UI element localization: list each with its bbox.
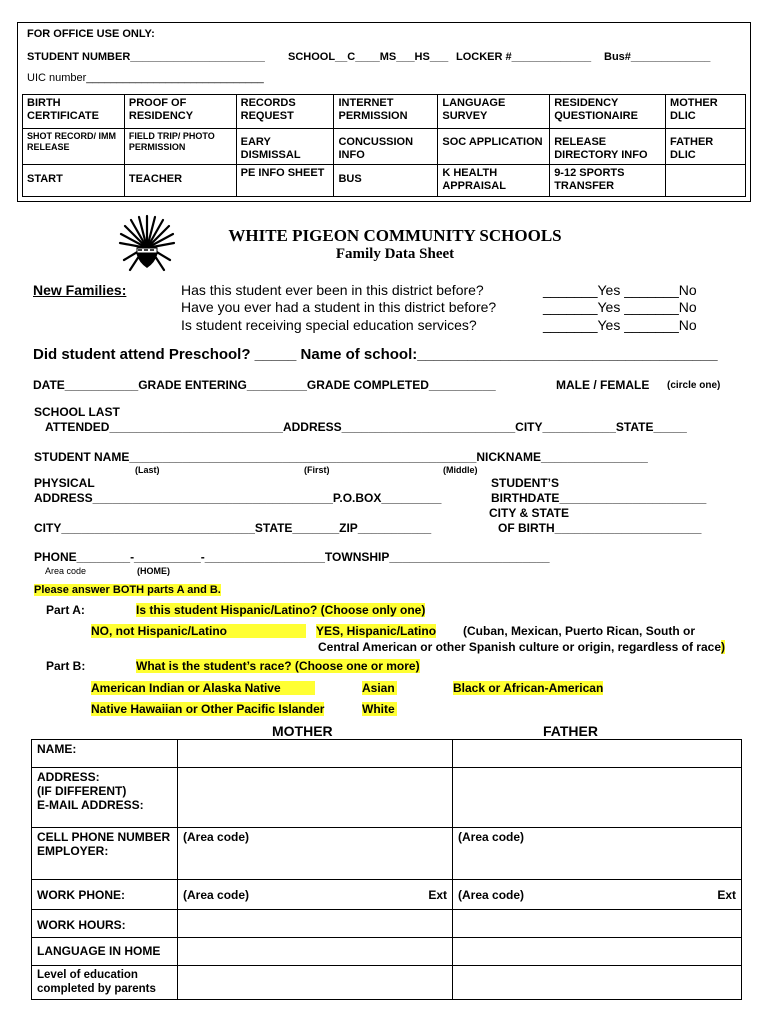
school-last-label: SCHOOL LAST — [34, 405, 120, 419]
part-b-question: What is the student’s race? (Choose one or more) — [136, 659, 420, 673]
office-cell[interactable]: RECORDS REQUEST — [236, 95, 334, 129]
question-3: Is student receiving special education services? — [181, 317, 477, 333]
race-option[interactable]: Black or African-American — [453, 681, 604, 695]
office-cell[interactable]: PROOF OF RESIDENCY — [124, 95, 236, 129]
name-label: NAME: — [32, 740, 178, 768]
office-cell[interactable]: FATHER DLIC — [666, 129, 746, 165]
circle-one-note: (circle one) — [667, 380, 721, 391]
mother-language[interactable] — [178, 938, 453, 966]
uic-field[interactable]: UIC number_____________________________ — [27, 72, 264, 84]
mother-heading: MOTHER — [272, 723, 333, 739]
office-cell[interactable]: SOC APPLICATION — [438, 129, 550, 165]
phone-line[interactable]: PHONE________-__________-__________________TOWNSHIP________________________ — [34, 550, 550, 564]
mother-work-phone[interactable] — [178, 880, 453, 910]
mother-education[interactable] — [178, 966, 453, 1000]
student-number-field[interactable]: STUDENT NUMBER______________________ — [27, 51, 265, 63]
student-name-line[interactable]: STUDENT NAME____________________________________________________NICKNAME________________ — [34, 450, 648, 464]
part-b-label: Part B: — [46, 659, 86, 673]
ext-label: Ext — [428, 888, 447, 902]
city-line[interactable]: CITY_____________________________STATE_______ZIP___________ — [34, 521, 432, 535]
ext-label: Ext — [717, 888, 736, 902]
office-cell[interactable]: START — [23, 165, 125, 197]
office-cell[interactable]: LANGUAGE SURVEY — [438, 95, 550, 129]
yes-no-answer[interactable]: _______Yes _______No — [543, 299, 697, 315]
father-language[interactable] — [453, 938, 742, 966]
hispanic-description-end: ) — [721, 640, 725, 654]
name-first-hint: (First) — [304, 465, 330, 475]
cell-phone-label: CELL PHONE NUMBER — [37, 830, 171, 844]
mother-work-hours[interactable] — [178, 910, 453, 938]
students-label: STUDENT’S — [491, 476, 560, 490]
office-cell[interactable]: BUS — [334, 165, 438, 197]
date-grade-line[interactable]: DATE___________GRADE ENTERING_________GRADE COMPLETED__________ — [33, 378, 496, 392]
attended-line[interactable]: ATTENDED__________________________ADDRESS__________________________CITY___________STATE_____ — [45, 420, 687, 434]
office-cell[interactable]: MOTHER DLIC — [666, 95, 746, 129]
father-name-cell[interactable] — [453, 740, 742, 768]
physical-label: PHYSICAL — [34, 476, 95, 490]
form-title: Family Data Sheet — [335, 246, 455, 262]
school-title: WHITE PIGEON COMMUNITY SCHOOLS — [228, 226, 562, 245]
question-2: Have you ever had a student in this district before? — [181, 299, 497, 315]
area-code-label: (Area code) — [183, 888, 250, 902]
if-different-label: (IF DIFFERENT) — [37, 784, 127, 798]
bus-field[interactable]: Bus#_____________ — [604, 51, 711, 63]
yes-no-answer[interactable]: _______Yes _______No — [543, 282, 697, 298]
office-cell[interactable]: BIRTH CERTIFICATE — [23, 95, 125, 129]
question-1: Has this student ever been in this district before? — [181, 282, 484, 298]
race-option[interactable]: Native Hawaiian or Other Pacific Islander — [91, 702, 325, 716]
office-cell[interactable]: INTERNET PERMISSION — [334, 95, 438, 129]
father-work-phone[interactable] — [453, 880, 742, 910]
mother-name-cell[interactable] — [178, 740, 453, 768]
office-cell[interactable]: RELEASE DIRECTORY INFO — [550, 129, 666, 165]
employer-label: EMPLOYER: — [37, 844, 109, 858]
sex-field[interactable]: MALE / FEMALE — [556, 378, 650, 392]
home-hint: (HOME) — [137, 566, 170, 576]
area-code-label: (Area code) — [458, 888, 525, 902]
new-families-label: New Families: — [33, 282, 127, 298]
race-option[interactable]: American Indian or Alaska Native — [91, 681, 315, 695]
birthdate-field[interactable]: BIRTHDATE______________________ — [491, 491, 707, 505]
address-label-cell — [32, 768, 178, 828]
address-line[interactable]: ADDRESS____________________________________P.O.BOX_________ — [34, 491, 442, 505]
preschool-field[interactable]: Did student attend Preschool? _____ Name of school:____________________________________ — [33, 346, 718, 363]
city-state-label: CITY & STATE — [489, 506, 570, 520]
father-heading: FATHER — [543, 723, 598, 739]
office-cell[interactable]: PE INFO SHEET — [236, 165, 334, 197]
office-cell[interactable]: CONCUSSION INFO — [334, 129, 438, 165]
hispanic-description-text: Central American or other Spanish culture or origin, regardless of race — [318, 640, 721, 654]
yes-hispanic-option[interactable]: YES, Hispanic/Latino — [316, 624, 437, 638]
work-phone-label: WORK PHONE: — [32, 880, 178, 910]
name-middle-hint: (Middle) — [443, 465, 478, 475]
race-option[interactable]: White — [362, 702, 397, 716]
work-hours-label: WORK HOURS: — [32, 910, 178, 938]
office-cell[interactable]: TEACHER — [124, 165, 236, 197]
office-cell[interactable]: K HEALTH APPRAISAL — [438, 165, 550, 197]
no-hispanic-option[interactable]: NO, not Hispanic/Latino — [91, 624, 306, 638]
office-cell[interactable] — [666, 165, 746, 197]
school-field[interactable]: SCHOOL__C____MS___HS___ — [288, 51, 449, 63]
cell-label-cell — [32, 828, 178, 880]
office-heading: FOR OFFICE USE ONLY: — [27, 28, 155, 40]
office-cell[interactable]: SHOT RECORD/ IMM RELEASE — [23, 129, 125, 165]
parent-info-table — [31, 739, 742, 1000]
email-label: E-MAIL ADDRESS: — [37, 798, 144, 812]
father-work-hours[interactable] — [453, 910, 742, 938]
mother-address-cell[interactable] — [178, 768, 453, 828]
part-a-label: Part A: — [46, 603, 85, 617]
father-cell-phone[interactable]: (Area code) — [453, 828, 742, 880]
yes-no-answer[interactable]: _______Yes _______No — [543, 317, 697, 333]
race-option[interactable]: Asian — [362, 681, 397, 695]
office-checklist — [22, 94, 746, 197]
headdress-logo-icon — [116, 212, 178, 274]
ethnicity-instruction: Please answer BOTH parts A and B. — [34, 584, 221, 596]
mother-cell-phone[interactable]: (Area code) — [178, 828, 453, 880]
office-cell[interactable]: FIELD TRIP/ PHOTO PERMISSION — [124, 129, 236, 165]
father-education[interactable] — [453, 966, 742, 1000]
father-address-cell[interactable] — [453, 768, 742, 828]
office-cell[interactable]: RESIDENCY QUESTIONAIRE — [550, 95, 666, 129]
office-cell[interactable]: 9-12 SPORTS TRANSFER — [550, 165, 666, 197]
office-cell[interactable]: EARY DISMISSAL — [236, 129, 334, 165]
locker-field[interactable]: LOCKER #_____________ — [456, 51, 592, 63]
address-label: ADDRESS: — [37, 770, 100, 784]
area-code-hint: Area code — [45, 566, 87, 576]
part-a-question: Is this student Hispanic/Latino? (Choose only one) — [136, 603, 426, 617]
hispanic-description-2 — [318, 640, 725, 654]
hispanic-description: (Cuban, Mexican, Puerto Rican, South or — [463, 624, 696, 638]
birthplace-field[interactable]: OF BIRTH______________________ — [498, 521, 702, 535]
education-label: Level of education completed by parents — [32, 966, 178, 1000]
name-last-hint: (Last) — [135, 465, 160, 475]
language-label: LANGUAGE IN HOME — [32, 938, 178, 966]
